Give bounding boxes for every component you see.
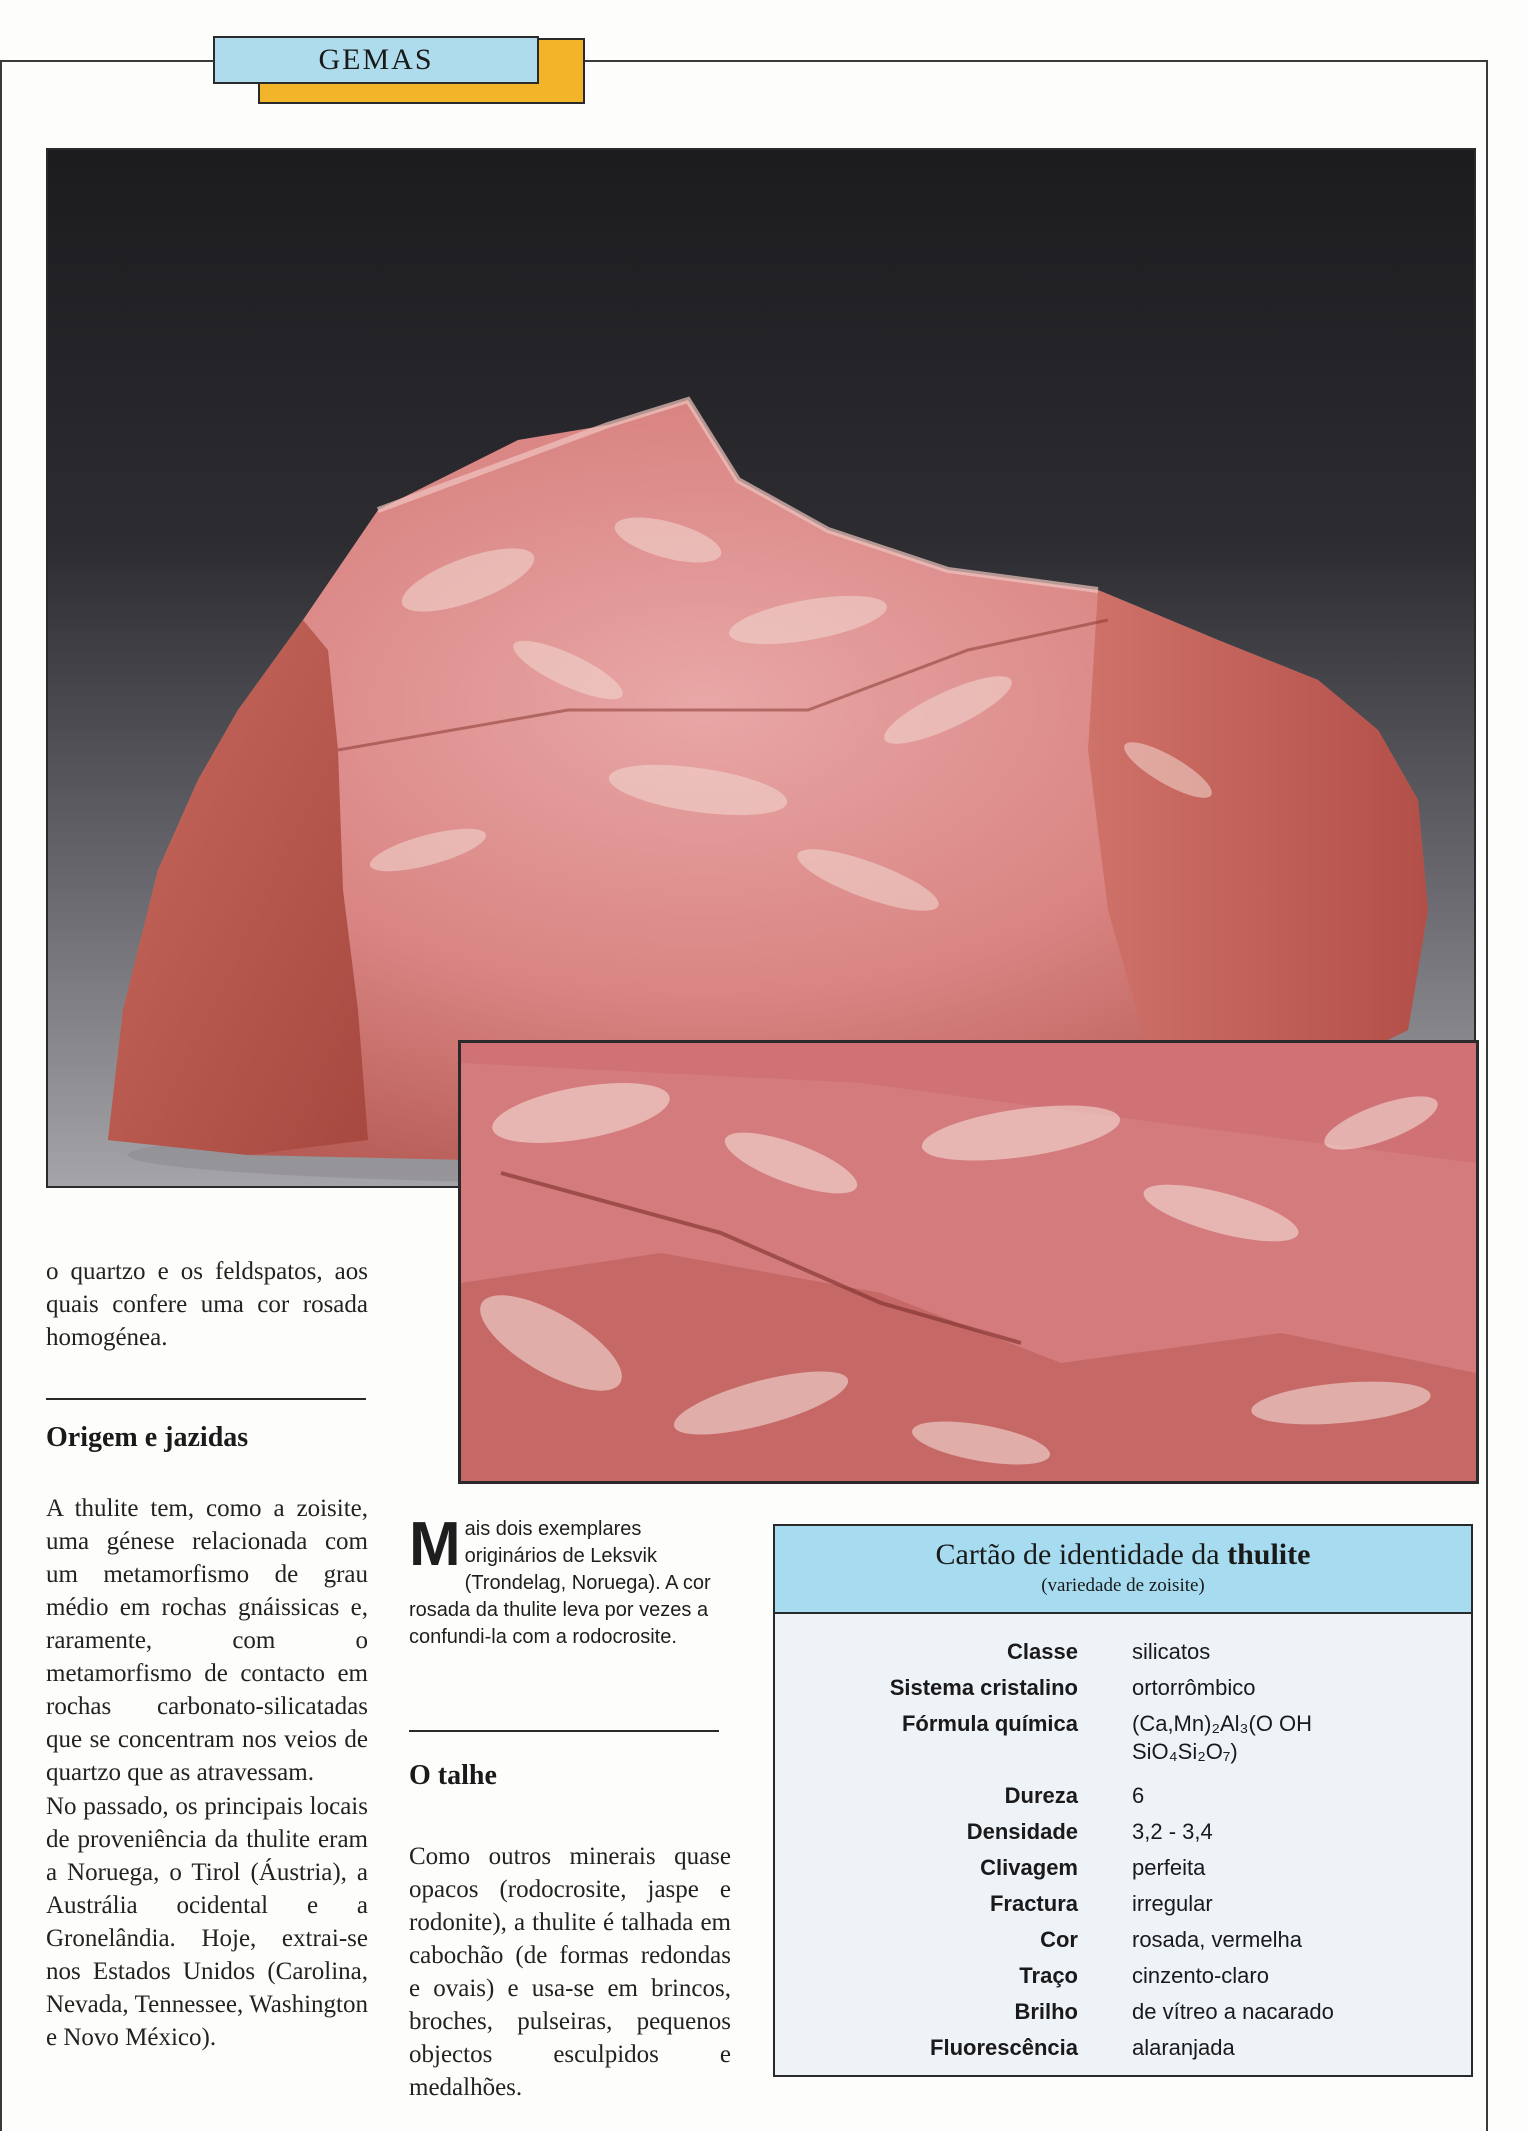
property-value: rosada, vermelha <box>1132 1927 1302 1952</box>
identity-card-title-prefix: Cartão de identidade da <box>935 1538 1220 1571</box>
page-frame-left <box>0 60 2 2131</box>
property-label: Brilho <box>1014 1999 1078 2024</box>
cut-heading: O talhe <box>409 1760 497 1791</box>
section-divider <box>46 1398 366 1400</box>
property-label: Fluorescência <box>930 2035 1078 2060</box>
property-value: ortorrômbico <box>1132 1675 1256 1700</box>
thulite-specimen-photo <box>46 148 1476 1188</box>
property-label: Classe <box>1007 1639 1078 1664</box>
section-tab <box>213 36 539 84</box>
property-value: irregular <box>1132 1891 1213 1916</box>
property-value: cinzento-claro <box>1132 1963 1269 1988</box>
property-value: silicatos <box>1132 1639 1211 1664</box>
intro-continuation: o quartzo e os feldspatos, aos quais confere uma cor rosada homogénea. <box>46 1258 368 1351</box>
property-label: Cor <box>1040 1927 1078 1952</box>
property-value: 3,2 - 3,4 <box>1132 1819 1213 1844</box>
origin-heading: Origem e jazidas <box>46 1422 249 1453</box>
property-label: Sistema cristalino <box>889 1675 1078 1700</box>
thulite-closeup-texture <box>461 1043 1476 1481</box>
caption-drop-cap: M <box>409 1510 461 1579</box>
page-frame-right <box>1486 60 1488 2131</box>
thulite-rock-illustration <box>48 150 1476 1188</box>
identity-card-title-mineral: thulite <box>1227 1538 1311 1571</box>
property-label: Fórmula química <box>901 1711 1078 1736</box>
photo-caption <box>409 1510 739 1651</box>
identity-card-subtitle: (variedade de zoisite) <box>1041 1575 1205 1596</box>
property-label: Fractura <box>989 1891 1078 1916</box>
property-value: de vítreo a nacarado <box>1132 1999 1334 2024</box>
section-divider <box>409 1730 719 1732</box>
property-label: Dureza <box>1004 1783 1078 1808</box>
identity-card <box>773 1524 1473 2077</box>
section-tab-label: GEMAS <box>318 43 434 76</box>
thulite-closeup-photo <box>458 1040 1479 1484</box>
origin-paragraph-1: A thulite tem, como a zoisite, uma génese relacionada com um metamorfismo de grau médio em rochas gnáissicas e, raramente, com o metamorfismo de contacto em rochas carbonato-silicatadas que se concentram nos veios de quartzo que as atravessam. <box>46 1495 368 1786</box>
identity-card-title <box>775 1538 1471 1572</box>
property-value: 6 <box>1132 1783 1145 1808</box>
caption-text: ais dois exemplares originários de Leksvik (Trondelag, Noruega). A cor rosada da thulite leva por vezes a confundi-la com a rodocrosite. <box>409 1518 711 1648</box>
identity-card-header <box>775 1526 1471 1614</box>
property-value-formula: (Ca,Mn)₂Al₃(O OH SiO₄Si₂O₇) <box>1132 1711 1313 1764</box>
property-value: alaranjada <box>1132 2035 1235 2060</box>
property-label: Densidade <box>966 1819 1078 1844</box>
property-value: perfeita <box>1132 1855 1206 1880</box>
property-label: Traço <box>1019 1963 1078 1988</box>
cut-paragraph: Como outros minerais quase opacos (rodocrosite, jaspe e rodonite), a thulite é talhada em cabochão (de formas redondas e ovais) e usa-se em brincos, broches, pulseiras, pequenos objectos esculpidos e medalhões. <box>409 1843 731 2101</box>
origin-paragraph-2: No passado, os principais locais de proveniência da thulite eram a Noruega, o Tirol (Áustria), a Austrália ocidental e a Gronelândia. Hoje, extrai-se nos Estados Unidos (Carolina, Nevada, Tennessee, Washington e Novo México). <box>46 1793 368 2051</box>
property-label: Clivagem <box>980 1855 1078 1880</box>
